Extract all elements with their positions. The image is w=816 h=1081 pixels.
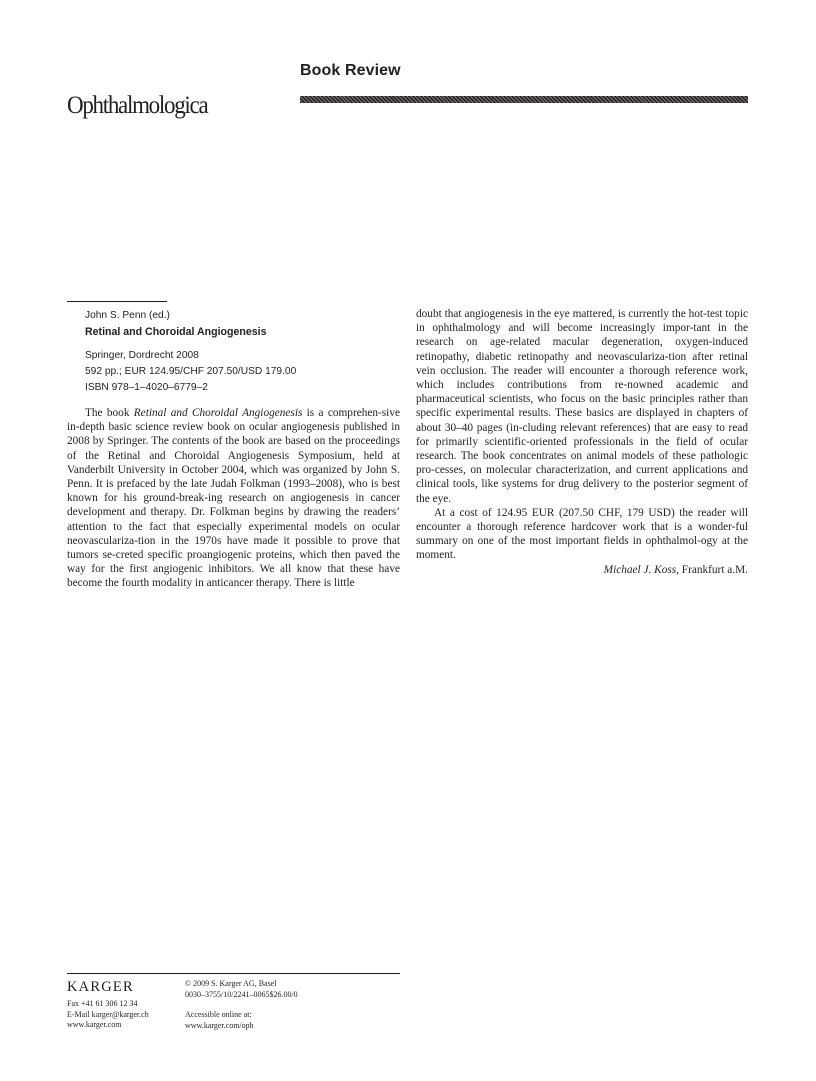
access-url[interactable]: www.karger.com/oph — [185, 1020, 254, 1030]
reviewer-signature — [416, 563, 748, 577]
section-title: Book Review — [300, 62, 401, 79]
footer-contact — [67, 999, 149, 1031]
review-column-left — [67, 406, 400, 591]
publisher-fax: Fax +41 61 306 12 34 — [67, 999, 138, 1008]
book-isbn: ISBN 978–1–4020–6779–2 — [85, 382, 208, 394]
book-title: Retinal and Choroidal Angiogenesis — [85, 326, 267, 339]
reviewer-name: Michael J. Koss, — [603, 563, 679, 576]
bibliography-rule — [67, 301, 167, 302]
footer-copyright — [185, 979, 298, 1000]
footer-rule — [67, 973, 400, 974]
book-bibliography — [85, 308, 296, 396]
book-publisher: Springer, Dordrecht 2008 — [85, 349, 199, 361]
book-author: John S. Penn (ed.) — [85, 310, 170, 321]
review-column-right — [416, 307, 748, 577]
publisher-email[interactable]: E-Mail karger@karger.ch — [67, 1009, 149, 1019]
book-pages-price: 592 pp.; EUR 124.95/CHF 207.50/USD 179.00 — [85, 365, 297, 377]
access-label: Accessible online at: — [185, 1010, 252, 1019]
publisher-logo: KARGER — [67, 979, 134, 995]
journal-name: Ophthalmologica — [67, 92, 208, 119]
issn-line: 0030–3755/10/2241–0065$26.00/0 — [185, 989, 298, 999]
reviewer-city: Frankfurt a.M. — [678, 563, 748, 576]
publisher-website[interactable]: www.karger.com — [67, 1020, 122, 1030]
footer-online-access — [185, 1010, 254, 1031]
book-title-italic: Retinal and Choroidal Angiogenesis — [133, 407, 303, 419]
review-paragraph-1-continued: doubt that angiogenesis in the eye mattered, is currently the hot-test topic in ophthalmology and will become increasingly impor-tant in the research on age-related macular degeneration, oxygen-induced retinopathy, diabetic retinopathy and neovasculariza-tion after retinal vein occlusion. The reader will encounter a thorough reference work, which includes contributions from re-nowned academic and pharmaceutical scientists, who focus on the basic principles rather than specific experimental results. These basics are displayed in chapters of about 30–40 pages (in-cluding relevant references) that are easy to read for primarily scientific-oriented professionals in the field of ocular research. The book concentrates on animal models of these pathologic pro-cesses, on molecular characterization, and current applications and clinical tools, like systems for drug delivery to the posterior segment of the eye. — [416, 308, 748, 505]
review-paragraph-2: At a cost of 124.95 EUR (207.50 CHF, 179 USD) the reader will encounter a thorough reference hardcover work that is a wonder-ful summary on one of the most important fields in ophthalmol-ogy at the moment. — [416, 506, 748, 562]
section-header-bar — [300, 96, 748, 103]
review-paragraph-1: The book Retinal and Choroidal Angiogenesis is a comprehen-sive in-depth basic science review book on ocular angiogenesis published in 2008 by Springer. The contents of the book are based on the proceedings of the Retinal and Choroidal Angiogenesis Symposium, held at Vanderbilt University in October 2004, which was organized by John S. Penn. It is prefaced by the late Judah Folkman (1993–2008), who is best known for his ground-break-ing research on angiogenesis in cancer development and therapy. Dr. Folkman begins by drawing the readers’ attention to the fact that especially experimental models on ocular neovasculariza-tion in the 1970s have made it possible to prove that tumors se-creted specific proangiogenic proteins, which then paved the way for the first angiogenic inhibitors. We all know that these have become the fourth modality in anticancer therapy. There is little — [67, 407, 400, 590]
copyright-line: © 2009 S. Karger AG, Basel — [185, 979, 277, 988]
